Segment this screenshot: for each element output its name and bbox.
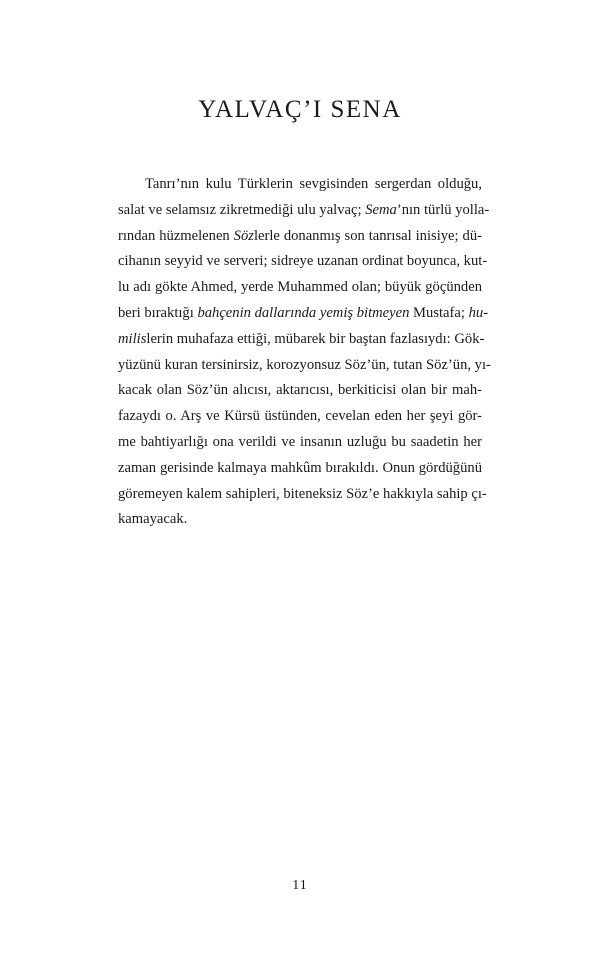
italic-term: Söz	[233, 227, 254, 244]
text-line: kacak olan Söz’ün alıcısı, aktarıcısı, berkiticisi olan bir mah-	[118, 382, 482, 399]
italic-phrase: bahçenin dallarında yemiş bitmeyen	[197, 304, 410, 321]
italic-term: hu-	[468, 304, 489, 321]
text-line: me bahtiyarlığı ona verildi ve insanın uzluğu bu saadetin her	[118, 433, 482, 450]
body-paragraph	[118, 172, 491, 533]
text-line: lu adı gökte Ahmed, yerde Muhammed olan; büyük göçünden	[118, 279, 482, 296]
text-line: kamayacak.	[118, 511, 188, 528]
chapter-title: YALVAÇ’I SENA	[198, 96, 402, 123]
text-line: Tanrı’nın kulu Türklerin sevgisinden sergerdan olduğu,	[145, 176, 482, 192]
text-line: salat ve selamsız zikretmediği ulu yalvaç; Sema’nın türlü yolla-	[118, 201, 490, 218]
italic-term: milis	[118, 330, 147, 347]
text-line: cihanın seyyid ve serveri; sidreye uzanan ordinat boyunca, kut-	[118, 253, 488, 270]
page-number: 11	[292, 878, 308, 893]
text-line: göremeyen kalem sahipleri, biteneksiz Söz’e hakkıyla sahip çı-	[118, 485, 487, 502]
text-line: beri bıraktığı bahçenin dallarında yemiş bitmeyen Mustafa; hu-	[118, 304, 489, 321]
italic-term: Sema	[365, 201, 397, 218]
text-line: zaman gerisinde kalmaya mahkûm bırakıldı. Onun gördüğünü	[118, 459, 482, 476]
text-line: rından hüzmelenen Sözlerle donanmış son tanrısal inisiye; dü-	[118, 227, 482, 244]
text-line: yüzünü kuran tersinirsiz, korozyonsuz Söz’ün, tutan Söz’ün, yı-	[118, 356, 491, 373]
text-line: milislerin muhafaza ettiği, mübarek bir baştan fazlasıydı: Gök-	[118, 330, 485, 347]
text-line: fazaydı o. Arş ve Kürsü üstünden, cevelan eden her şeyi gör-	[118, 408, 482, 425]
